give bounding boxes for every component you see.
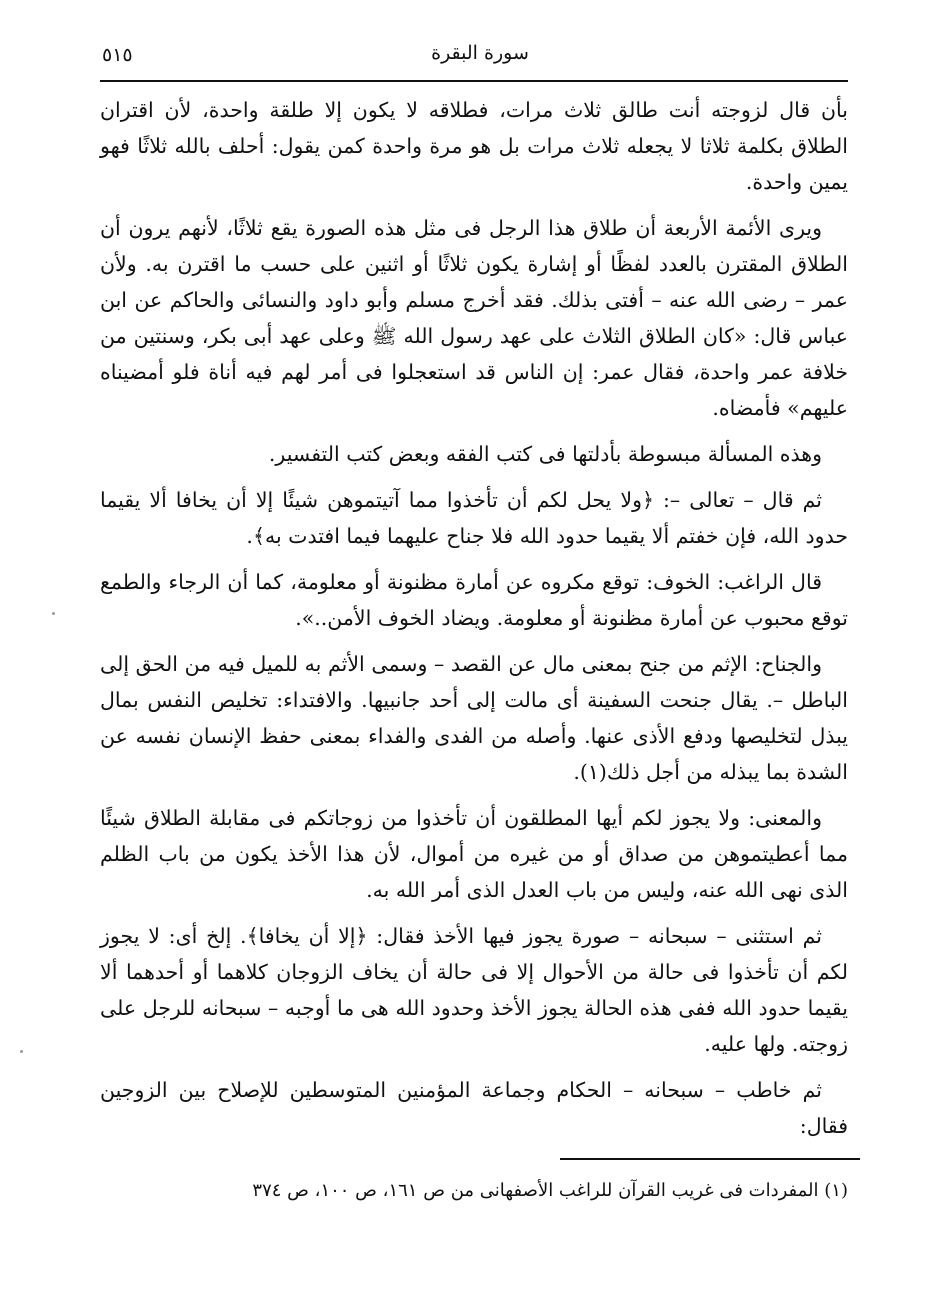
page-number: ٥١٥: [102, 44, 133, 66]
running-header: [100, 40, 860, 80]
paragraph-6: والجناح: الإثم من جنح بمعنى مال عن القصد – وسمى الأثم به للميل فيه من الحق إلى الباطل –. يقال جنحت السفينة أى مالت إلى أحد جانبيها. والافتداء: تخليص النفس بمال يبذل لتخليصها ودفع الأذى عنها. وأصله من الفدى والفداء بمعنى حفظ الإنسان نفسه عن الشدة بما يبذله من أجل ذلك(١).: [100, 652, 848, 784]
paragraph-2: ويرى الأئمة الأربعة أن طلاق هذا الرجل فى مثل هذه الصورة يقع ثلاثًا، لأنهم يرون أن الطلاق المقترن بالعدد لفظًا أو إشارة يكون ثلاثًا أو اثنين على حسب ما اقترن به. ولأن عمر – رضى الله عنه – أفتى بذلك. فقد أخرج مسلم وأبو داود والنسائى والحاكم عن ابن عباس قال: «كان الطلاق الثلاث على عهد رسول الله ﷺ وعلى عهد أبى بكر، وسنتين من خلافة عمر واحدة، فقال عمر: إن الناس قد استعجلوا فى أمر لهم فيه أناة فلو أمضيناه عليهم» فأمضاه.: [100, 216, 848, 420]
footnote-divider: [560, 1158, 860, 1160]
paragraph-8: ثم استثنى – سبحانه – صورة يجوز فيها الأخذ فقال: ﴿إلا أن يخافا﴾. إلخ أى: لا يجوز لكم أن تأخذوا فى حالة من الأحوال إلا فى حالة أن يخاف الزوجان كلاهما أو أحدهما ألا يقيما حدود الله ففى هذه الحالة يجوز الأخذ وحدود الله هى ما أوجبه – سبحانه للرجل على زوجته. ولها عليه.: [100, 924, 848, 1056]
main-text: [100, 92, 848, 1154]
paragraph-1: بأن قال لزوجته أنت طالق ثلاث مرات، فطلاقه لا يكون إلا طلقة واحدة، لأن اقتران الطلاق بكلمة ثلاثا لا يجعله ثلاث مرات بل هو مرة واحدة كمن يقول: أحلف بالله ثلاثًا فهو يمين واحدة.: [100, 98, 848, 194]
paragraph-9: ثم خاطب – سبحانه – الحكام وجماعة المؤمنين المتوسطين للإصلاح بين الزوجين فقال:: [100, 1078, 848, 1138]
header-divider: [100, 80, 848, 82]
paragraph-7: والمعنى: ولا يجوز لكم أيها المطلقون أن تأخذوا من زوجاتكم فى مقابلة الطلاق شيئًا مما أعطيتموهن من صداق أو من غيره من أموال، لأن هذا الأخذ يكون من باب الظلم الذى نهى الله عنه، وليس من باب العدل الذى أمر الله به.: [100, 806, 848, 902]
footnote: (١) المفردات فى غريب القرآن للراغب الأصفهانى من ص ١٦١، ص ١٠٠، ص ٣٧٤: [252, 1180, 848, 1201]
paragraph-3: وهذه المسألة مبسوطة بأدلتها فى كتب الفقه وبعض كتب التفسير.: [268, 442, 822, 466]
scan-speck: [52, 612, 55, 615]
surah-title: سورة البقرة: [431, 42, 529, 64]
scan-speck: [20, 1050, 23, 1053]
paragraph-4: ثم قال – تعالى –: ﴿ولا يحل لكم أن تأخذوا مما آتيتموهن شيئًا إلا أن يخافا ألا يقيما حدود الله، فإن خفتم ألا يقيما حدود الله فلا جناح عليهما فيما افتدت به﴾.: [100, 488, 848, 548]
paragraph-5: قال الراغب: الخوف: توقع مكروه عن أمارة مظنونة أو معلومة، كما أن الرجاء والطمع توقع محبوب عن أمارة مظنونة أو معلومة. ويضاد الخوف الأمن..».: [100, 570, 848, 630]
